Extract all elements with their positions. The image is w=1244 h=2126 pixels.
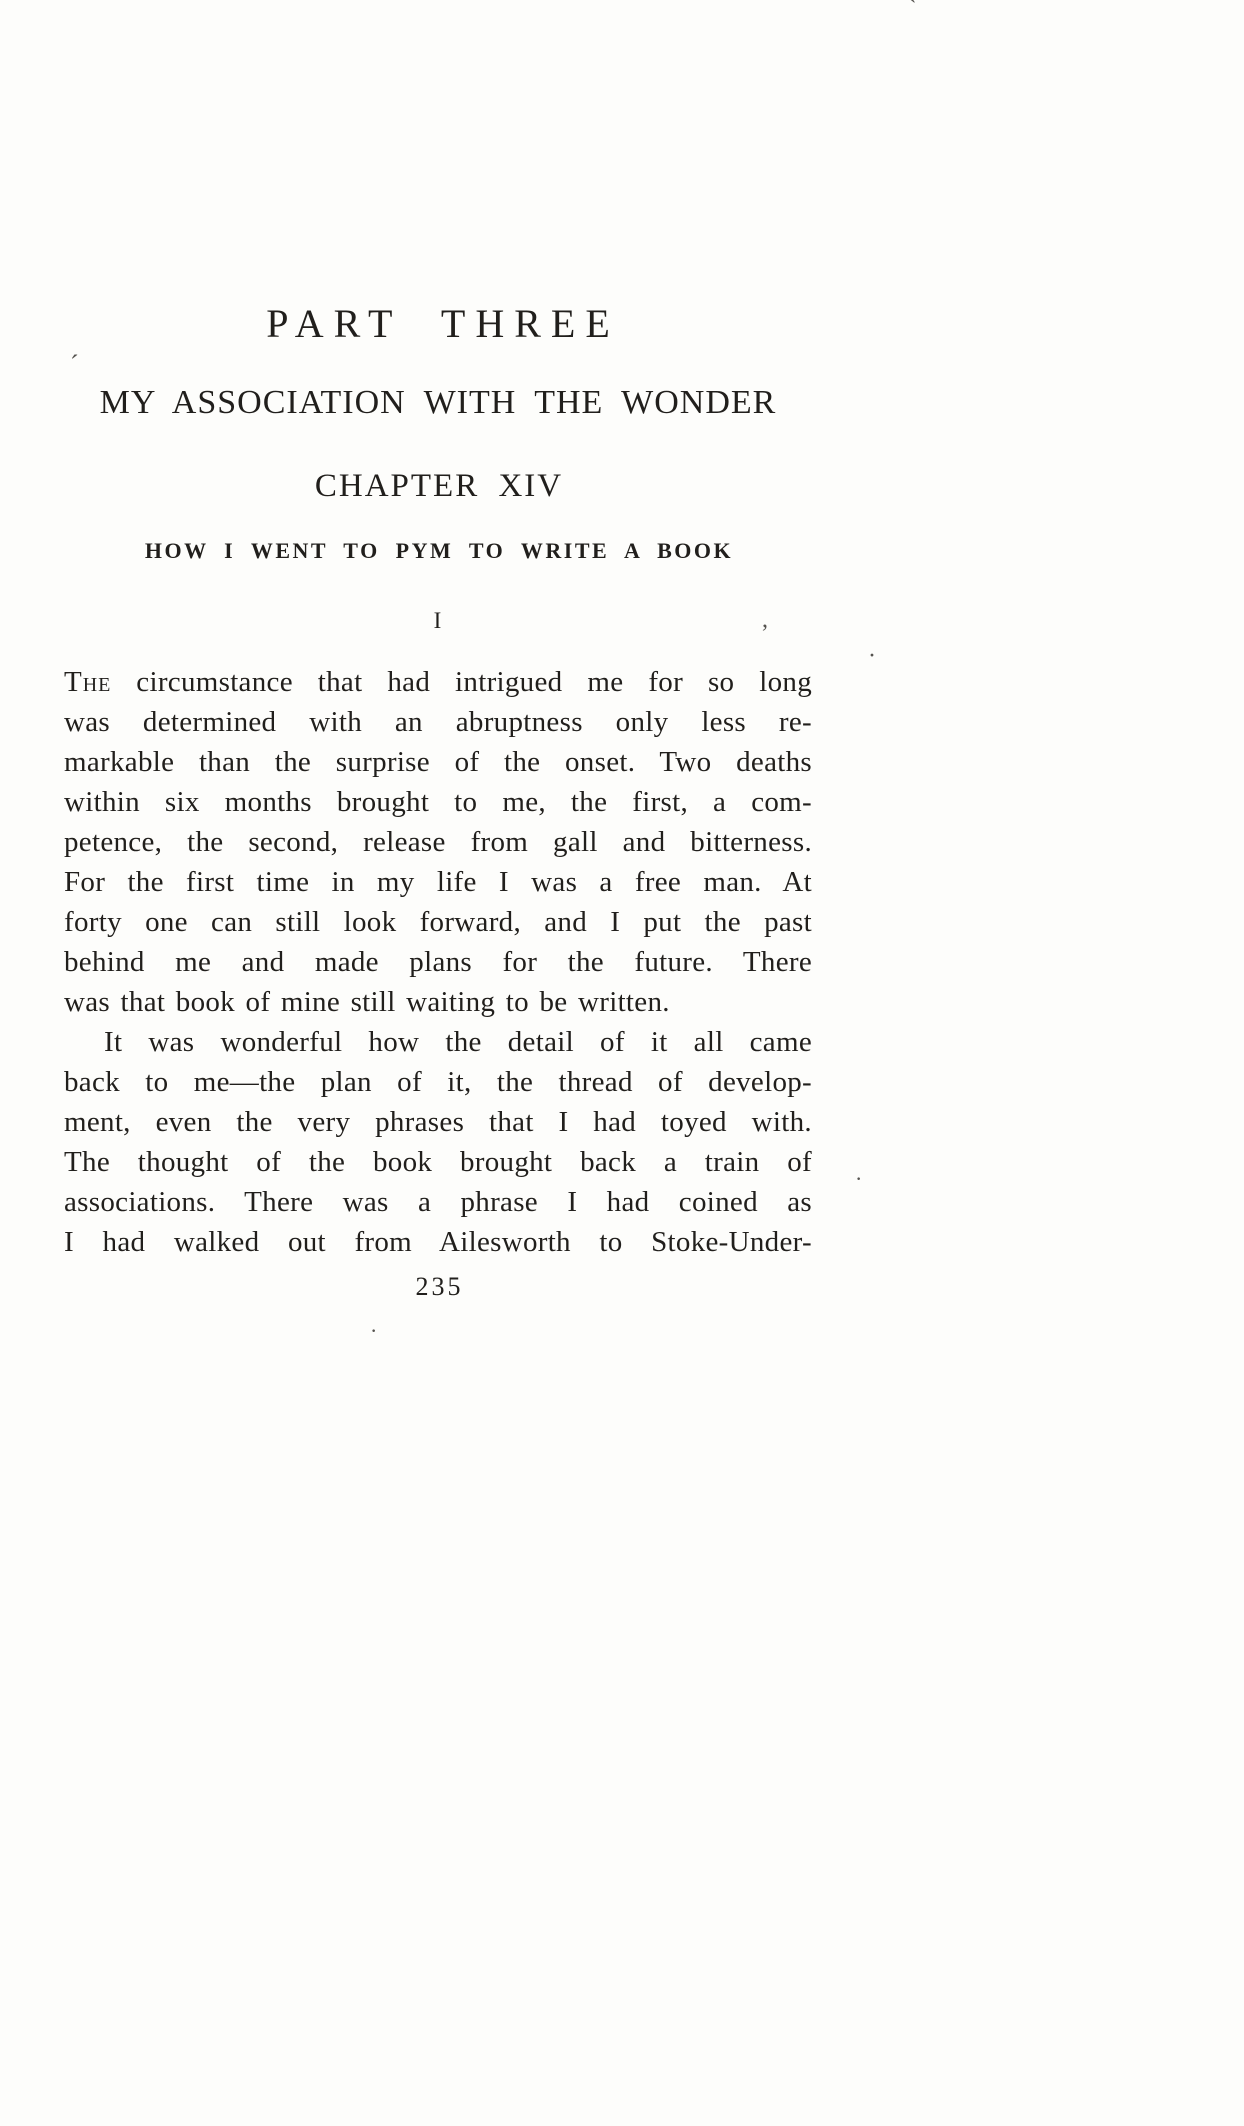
- page-number: 235: [415, 1272, 464, 1301]
- text-line: associations. There was a phrase I had coined as: [64, 1186, 812, 1218]
- lead-word: The: [64, 666, 112, 698]
- part-title: PART THREE: [266, 301, 620, 346]
- text-line: It was wonderful how the detail of it all came: [104, 1026, 812, 1058]
- part-subtitle: MY ASSOCIATION WITH THE WONDER: [99, 384, 777, 421]
- text-line: was determined with an abruptness only less re-: [64, 706, 812, 738]
- section-number: I: [433, 608, 443, 633]
- body-text: [64, 662, 812, 1262]
- scan-artifact: ·: [868, 643, 876, 669]
- text-line: ment, even the very phrases that I had toyed with.: [64, 1106, 812, 1138]
- text-line: forty one can still look forward, and I put the past: [64, 906, 812, 938]
- text-line: within six months brought to me, the first, a com-: [64, 786, 812, 818]
- text-line: petence, the second, release from gall and bitterness.: [64, 826, 812, 858]
- text-span: circumstance that had intrigued me for so long: [111, 666, 812, 698]
- text-line: back to me—the plan of it, the thread of develop-: [64, 1066, 812, 1098]
- chapter-subtitle: HOW I WENT TO PYM TO WRITE A BOOK: [144, 538, 734, 563]
- text-line: [64, 662, 812, 702]
- scan-artifact: ´: [70, 350, 79, 379]
- text-line: I had walked out from Ailesworth to Stoke-Under-: [64, 1226, 812, 1258]
- scan-artifact: ·: [855, 1166, 863, 1191]
- text-line: For the first time in my life I was a free man. At: [64, 866, 812, 898]
- scan-artifact: ·: [370, 1318, 378, 1343]
- text-line: behind me and made plans for the future. There: [64, 946, 812, 978]
- scan-artifact: ,: [762, 607, 768, 633]
- scan-artifact: `: [908, 0, 917, 23]
- chapter-title: CHAPTER XIV: [314, 468, 564, 504]
- text-line: was that book of mine still waiting to be written.: [64, 986, 670, 1018]
- text-line: The thought of the book brought back a train of: [64, 1146, 812, 1178]
- text-line: markable than the surprise of the onset. Two deaths: [64, 746, 812, 778]
